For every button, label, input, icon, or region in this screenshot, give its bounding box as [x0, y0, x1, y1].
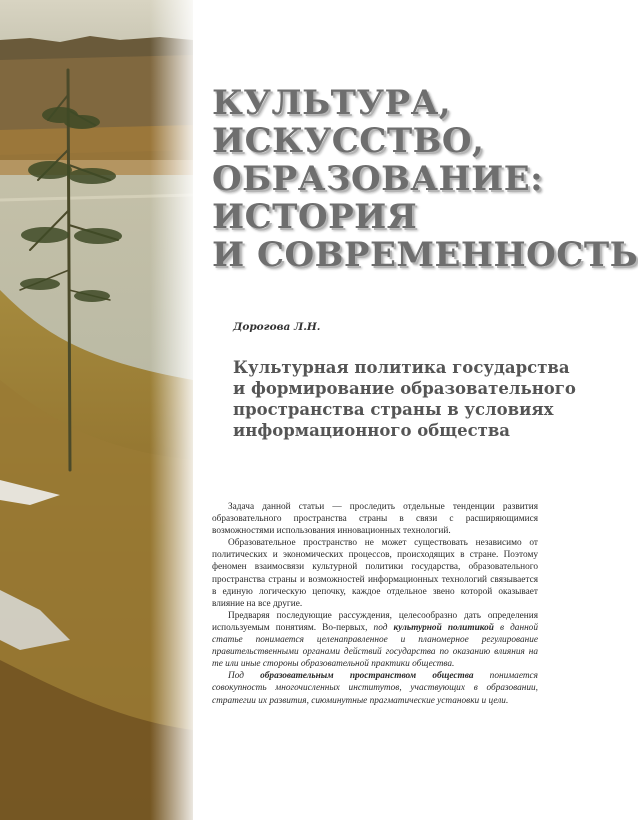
article-title-line: пространства страны в условиях — [233, 400, 554, 419]
section-title — [212, 83, 638, 275]
paragraph — [212, 610, 538, 670]
section-title-line: ОБРАЗОВАНИЕ: — [212, 159, 544, 199]
section-title-line: КУЛЬТУРА, — [212, 83, 452, 123]
article-title-line: информационного общества — [233, 421, 511, 440]
article-title-line: и формирование образовательного — [233, 379, 576, 398]
paragraph-text: Предваряя последующие рассуждения, целесообразно дать определения используемым понятиям. Во-первых, — [212, 610, 538, 633]
section-title-line: И СОВРЕМЕННОСТЬ — [212, 235, 638, 275]
article-title — [233, 357, 576, 441]
section-title-line: ИСКУССТВО, — [212, 121, 485, 161]
article-author: Дорогова Л.Н. — [233, 321, 321, 333]
defined-term: культурной политикой — [393, 622, 494, 633]
photo-fade — [150, 0, 200, 820]
definition-intro: под — [373, 622, 394, 633]
definition-intro: Под — [228, 671, 261, 682]
definition-text: в данной статье понимается целенаправленное и планомерное регулирование правительственными органами действий государства по оказанию влияния на те или иные стороны образовательной практики общества. — [212, 622, 538, 670]
section-title-line: ИСТОРИЯ — [212, 197, 418, 237]
article-body — [212, 501, 538, 707]
paragraph — [212, 670, 538, 706]
paragraph: Образовательное пространство не может существовать независимо от политических и экономических процессов, происходящих в стране. Поэтому феномен взаимосвязи культурной политики государства, образовательного пространства страны и возможностей информационных технологий связывается в единую логическую цепочку, каждое отдельное звено которой оказывает влияние на все другие. — [212, 538, 538, 609]
article-title-line: Культурная политика государства — [233, 358, 570, 377]
definition-text: понимается совокупность многочисленных институтов, участвующих в образовании, стратегии их развития, сиюминутные прагматические установки и цели. — [212, 671, 538, 706]
defined-term: образовательным пространством общества — [260, 671, 474, 682]
paragraph: Задача данной статьи — проследить отдельные тенденции развития образовательного пространства страны в связи с расширяющимися возможностями использования инновационных технологий. — [212, 502, 538, 537]
